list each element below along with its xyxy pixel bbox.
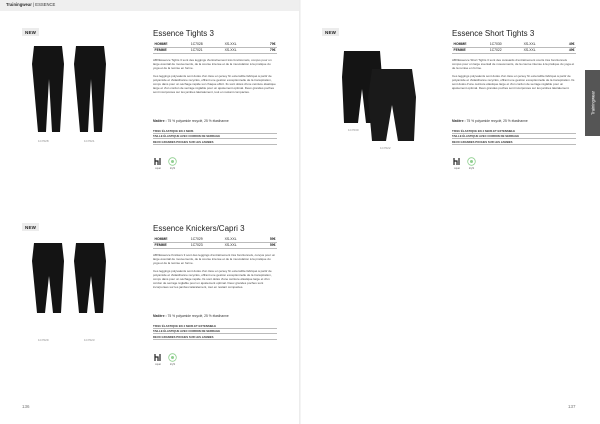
product-title: Essence Knickers/Capri 3 xyxy=(153,224,245,233)
gender-cell: FEMME xyxy=(153,242,189,248)
icon-label: dryfit xyxy=(169,362,176,366)
feature-list xyxy=(452,128,576,145)
dryfit-icon xyxy=(467,157,476,166)
sizes-cell: XS-XXL xyxy=(223,242,257,248)
dryfit-feature xyxy=(467,157,476,170)
squat-icon xyxy=(452,157,462,166)
product-title: Essence Short Tights 3 xyxy=(452,29,535,38)
feature-item: DEUX GRANDES POCHES SUR LES JAMBES xyxy=(452,139,576,145)
sku-cell: 1C7021 xyxy=(189,47,223,53)
side-tab xyxy=(585,70,600,136)
breadcrumb xyxy=(6,2,55,7)
product-description xyxy=(153,253,277,293)
icon-label: dryfit xyxy=(169,166,176,170)
capri-men-garment xyxy=(32,243,64,313)
sizes-cell: XS-XXL xyxy=(522,41,556,47)
image-caption: 1C7022 xyxy=(380,146,391,150)
table-row xyxy=(452,47,576,53)
dryfit-feature xyxy=(168,353,177,366)
feature-item: TAILLE ÉLASTIQUE AVEC CORDON DE SERRAGE xyxy=(452,134,576,140)
squat-icon xyxy=(153,157,163,166)
price-cell: 59€ xyxy=(257,236,277,242)
sku-table xyxy=(153,41,277,54)
sizes-cell: XS-XXL xyxy=(223,47,257,53)
gender-cell: HOMME xyxy=(153,41,189,47)
feature-list xyxy=(153,323,277,340)
price-cell: 59€ xyxy=(257,242,277,248)
product-title: Essence Tights 3 xyxy=(153,29,214,38)
breadcrumb-category: Trainingwear xyxy=(6,2,32,7)
price-cell: 79€ xyxy=(257,47,277,53)
capri-product-image xyxy=(30,241,110,333)
feature-item: DEUX GRANDES POCHES SUR LES JAMBES xyxy=(153,334,277,340)
description-paragraph: Ces leggings polyvalents sont dotés d'un tissu en jersey fin extensible fabriqué à partir de polyamide et d'élasthanne recyclés, offrant une gestion exceptionnelle de la transpiration, conçu dans pour un séchage rapide sur chaque effort. Ils sont dotés d'une ceinture élastique large et d'un cordon de serrage réglable pour un ajustement optimal. Deux grandes poches sont incorporées sur les jambes latéralement, tout en restant compactes. xyxy=(153,73,276,95)
material-line xyxy=(153,314,229,318)
page-number-right: 137 xyxy=(568,404,576,409)
product-description xyxy=(153,58,277,98)
dryfit-icon xyxy=(168,157,177,166)
material-value: 75 % polyamide recyclé, 25 % élasthanne xyxy=(167,119,229,123)
tights-women-garment xyxy=(74,46,106,132)
new-badge: NEW xyxy=(22,28,39,36)
description-paragraph: Ces leggings polyvalents sont dotés d'un tissu en jersey fin extensible fabriqué à partir de polyamide et d'élasthanne recyclés, offrant une gestion exceptionnelle de la transpiration. Ils sont dotés d'une ceinture élastique large et d'un cordon de serrage réglable pour un ajustement optimal. Deux grandes poches sont incorporées sur les jambes latéralement. xyxy=(452,73,575,91)
sku-cell: 1C7030 xyxy=(488,41,522,47)
material-line xyxy=(153,119,229,123)
new-badge: NEW xyxy=(322,28,339,36)
price-cell: 49€ xyxy=(556,41,576,47)
squat-feature xyxy=(452,157,462,170)
icon-label: squat xyxy=(155,362,161,366)
sku-table xyxy=(452,41,576,54)
material-value: 75 % polyamide recyclé, 25 % élasthanne xyxy=(466,119,528,123)
image-caption: 1C7028 xyxy=(38,139,49,143)
gender-cell: FEMME xyxy=(452,47,488,53)
sku-cell: 1C7028 xyxy=(189,41,223,47)
feature-icons xyxy=(153,353,177,366)
feature-item: TISSU ÉLASTIQUE EN 4 SENS ET EXTENSIBLE xyxy=(452,128,576,134)
page-spine xyxy=(299,0,301,424)
sku-table xyxy=(153,236,277,249)
material-line xyxy=(452,119,528,123)
sku-cell: 1C7029 xyxy=(189,236,223,242)
icon-label: squat xyxy=(155,166,161,170)
sizes-cell: XS-XXL xyxy=(223,41,257,47)
description-paragraph: ABVEssence Tights 3 sont des leggings d'entraînement très fonctionnels, conçus pour un large éventail de mouvements, de la course intense et de la musculation à la pratique du yoga et de la remise en forme. xyxy=(153,58,272,71)
material-value: 75 % polyamide recyclé, 25 % élasthanne xyxy=(167,314,229,318)
feature-icons xyxy=(153,157,177,170)
feature-item: DEUX GRANDES POCHES SUR LES JAMBES xyxy=(153,139,277,145)
side-tab-label: Trainingwear xyxy=(590,90,595,116)
gender-cell: HOMME xyxy=(153,236,189,242)
material-label: Matière : xyxy=(153,119,167,123)
gender-cell: FEMME xyxy=(153,47,189,53)
feature-item: TAILLE ÉLASTIQUE AVEC CORDON DE SERRAGE xyxy=(153,329,277,335)
tights-men-garment xyxy=(32,46,64,132)
table-row xyxy=(153,47,277,53)
feature-list xyxy=(153,128,277,145)
material-label: Matière : xyxy=(153,314,167,318)
breadcrumb-separator: | xyxy=(33,2,35,7)
material-label: Matière : xyxy=(452,119,466,123)
top-bar xyxy=(0,0,300,11)
sizes-cell: XS-XXL xyxy=(223,236,257,242)
squat-icon xyxy=(153,353,163,362)
description-paragraph: Ces leggings polyvalents sont dotés d'un tissu en jersey fin extensible fabriqué à partir de polyamide et d'élasthanne recyclés, offrant une gestion exceptionnelle de la transpiration, conçu dans pour un séchage rapide. Ils sont dotés d'une ceinture élastique large et d'un cordon de serrage réglable pour un ajustement optimal. Deux grandes poches sont incorporées sur les jambes latéralement, tout en restant compactes. xyxy=(153,268,272,290)
dryfit-icon xyxy=(168,353,177,362)
description-paragraph: ABVEssence Knickers 3 sont des leggings d'entraînement très fonctionnels, conçus pour un large éventail de mouvements, de la course intense et de la musculation à la pratique du yoga et de la remise en forme. xyxy=(153,253,276,266)
new-badge: NEW xyxy=(22,223,39,231)
dryfit-feature xyxy=(168,157,177,170)
icon-label: squat xyxy=(454,166,460,170)
page-number-left: 136 xyxy=(22,404,30,409)
squat-feature xyxy=(153,157,163,170)
image-caption: 1C7021 xyxy=(84,139,95,143)
gender-cell: HOMME xyxy=(452,41,488,47)
table-row xyxy=(153,242,277,248)
squat-feature xyxy=(153,353,163,366)
price-cell: 79€ xyxy=(257,41,277,47)
sku-cell: 1C7023 xyxy=(189,242,223,248)
short-women-garment xyxy=(368,69,416,141)
product-description xyxy=(452,58,576,93)
capri-women-garment xyxy=(74,243,106,313)
feature-item: TISSU ÉLASTIQUE EN 4 SENS xyxy=(153,128,277,134)
image-caption: 1C7023 xyxy=(84,338,95,342)
description-paragraph: ABVEssence Short Tights 3 sont des cuissards d'entraînement courts très fonctionnels conçus pour un large éventail de mouvements, de la course intense à la pratique du yoga et de la remise en forme. xyxy=(452,58,575,71)
feature-item: TAILLE ÉLASTIQUE AVEC CORDON DE SERRAGE xyxy=(153,134,277,140)
image-caption: 1C7030 xyxy=(348,128,359,132)
feature-item: TISSU ÉLASTIQUE EN 4 SENS ET EXTENSIBLE xyxy=(153,323,277,329)
feature-icons xyxy=(452,157,476,170)
sku-cell: 1C7022 xyxy=(488,47,522,53)
breadcrumb-collection: ESSENCE xyxy=(35,2,56,7)
image-caption: 1C7029 xyxy=(38,338,49,342)
price-cell: 49€ xyxy=(556,47,576,53)
sizes-cell: XS-XXL xyxy=(522,47,556,53)
tights-product-image xyxy=(30,44,110,136)
icon-label: dryfit xyxy=(468,166,475,170)
